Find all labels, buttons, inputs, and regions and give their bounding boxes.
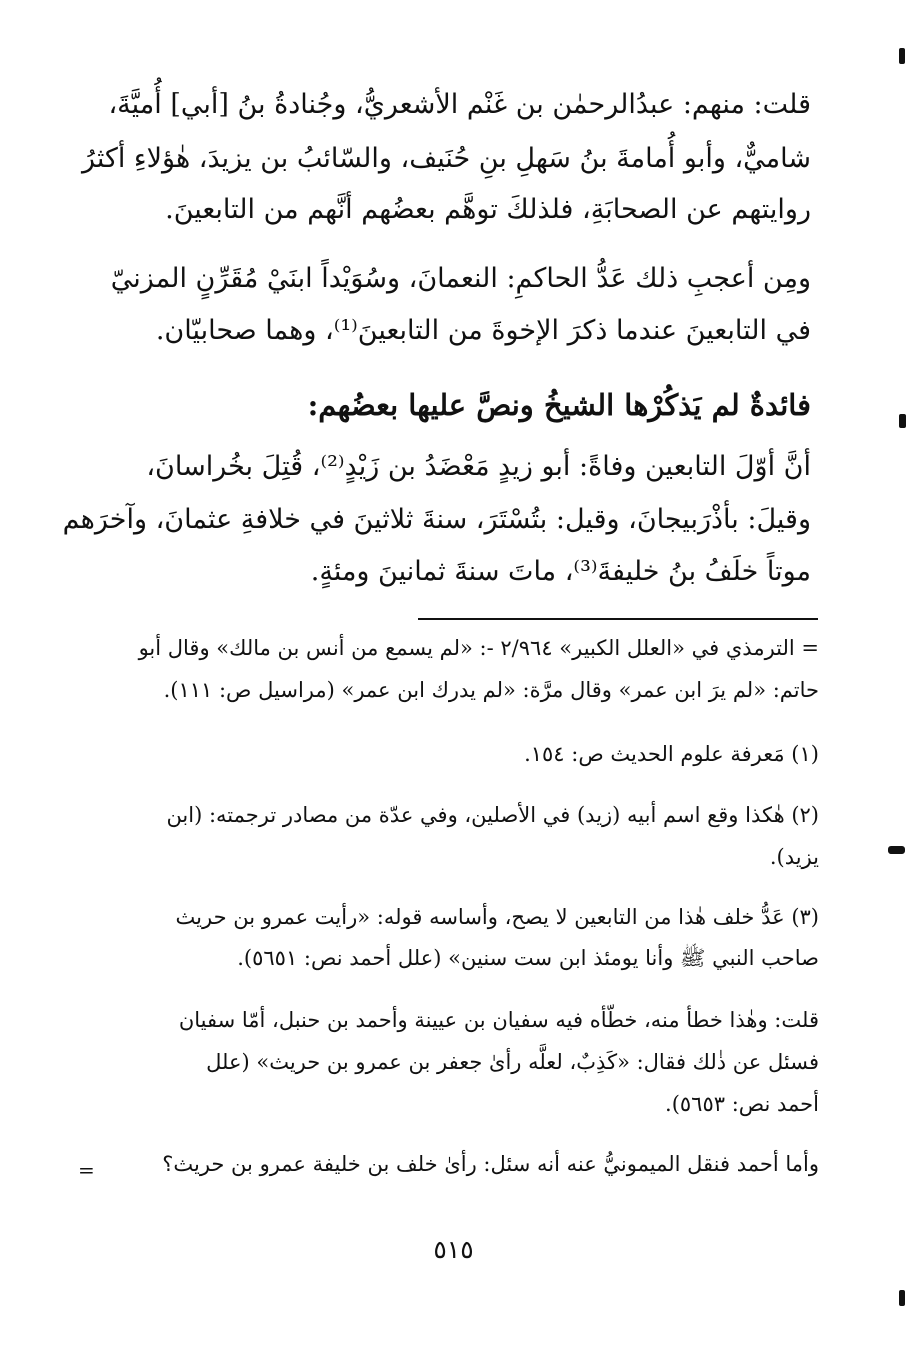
footnote-2: (٢) هٰكذا وقع اسم أبيه (زيد) في الأصلين، وفي عدّة من مصادر ترجمته: (ابن — [166, 803, 819, 827]
main-text-line: روايتهم عن الصحابَةِ، فلذلكَ توهَّم بعضُهم أنَّهم من التابعينَ. — [165, 194, 811, 225]
main-text-line: شاميٌّ، وأبو أُمامةَ بنُ سَهلِ بنِ حُنَيف، والسّائبُ بن يزيدَ، هٰؤلاءِ أكثرُ — [81, 143, 811, 174]
footnote-3: (٣) عَدُّ خلف هٰذا من التابعين لا يصح، وأساسه قوله: «رأيت عمرو بن حريث — [175, 905, 819, 929]
footnote-3-line: فسئل عن ذٰلك فقال: «كَذِبٌ، لعلَّه رأىٰ جعفر بن عمرو بن حريث» (علل — [206, 1050, 819, 1074]
section-heading: فائدةٌ لم يَذكُرْها الشيخُ ونصَّ عليها بعضُهم: — [307, 388, 811, 422]
page-number: ٥١٥ — [433, 1235, 474, 1264]
footnote-2-line: يزيد). — [769, 845, 819, 869]
main-text-line: ومِن أعجبِ ذلك عَدُّ الحاكمِ: النعمانَ، وسُوَيْداً ابنَيْ مُقَرِّنٍ المزنيّ — [110, 263, 811, 294]
scan-mark — [899, 1290, 905, 1306]
scan-mark — [899, 48, 905, 64]
footnote-1: (١) مَعرفة علوم الحديث ص: ١٥٤. — [524, 742, 819, 766]
footnote-line: = الترمذي في «العلل الكبير» ٢/٩٦٤ -: «لم يسمع من أنس بن مالك» وقال أبو — [138, 636, 819, 660]
main-text-line: في التابعينَ عندما ذكرَ الإخوةَ من التابعينَ⁽¹⁾، وهما صحابيّان. — [155, 315, 811, 346]
main-text-line: وقيلَ: بأذْرَبيجانَ، وقيل: بتُسْتَرَ، سنةَ ثلاثينَ في خلافةِ عثمانَ، وآخرَهم — [62, 504, 811, 535]
continuation-mark: = — [78, 1158, 95, 1182]
footnote-separator — [418, 618, 818, 620]
footnote-3-line: صاحب النبي ﷺ وأنا يومئذ ابن ست سنين» (علل أحمد نص: ٥٦٥١). — [237, 946, 819, 970]
footnote-line: حاتم: «لم يرَ ابن عمر» وقال مرَّة: «لم يدرك ابن عمر» (مراسيل ص: ١١١). — [163, 678, 819, 702]
main-text-line: موتاً خلَفُ بنُ خليفةَ⁽³⁾، ماتَ سنةَ ثمانينَ ومئةٍ. — [310, 556, 811, 587]
scan-mark — [888, 846, 905, 854]
footnote-3-line: أحمد نص: ٥٦٥٣). — [665, 1092, 819, 1116]
footnote-3-line: وأما أحمد فنقل الميمونيُّ عنه أنه سئل: رأىٰ خلف بن خليفة عمرو بن حريث؟ — [162, 1152, 819, 1176]
main-text-line: أنَّ أوّلَ التابعين وفاةً: أبو زيدٍ مَعْضَدُ بن زَيْدٍ⁽²⁾، قُتِلَ بخُراسانَ، — [146, 451, 811, 482]
footnote-3-line: قلت: وهٰذا خطأ منه، خطّأه فيه سفيان بن عيينة وأحمد بن حنبل، أمّا سفيان — [178, 1008, 819, 1032]
main-text-line: قلت: منهم: عبدُالرحمٰن بن غَنْم الأشعريُّ، وجُنادةُ بنُ [أبي] أُميَّةَ، — [108, 89, 811, 120]
scan-mark — [899, 414, 906, 428]
